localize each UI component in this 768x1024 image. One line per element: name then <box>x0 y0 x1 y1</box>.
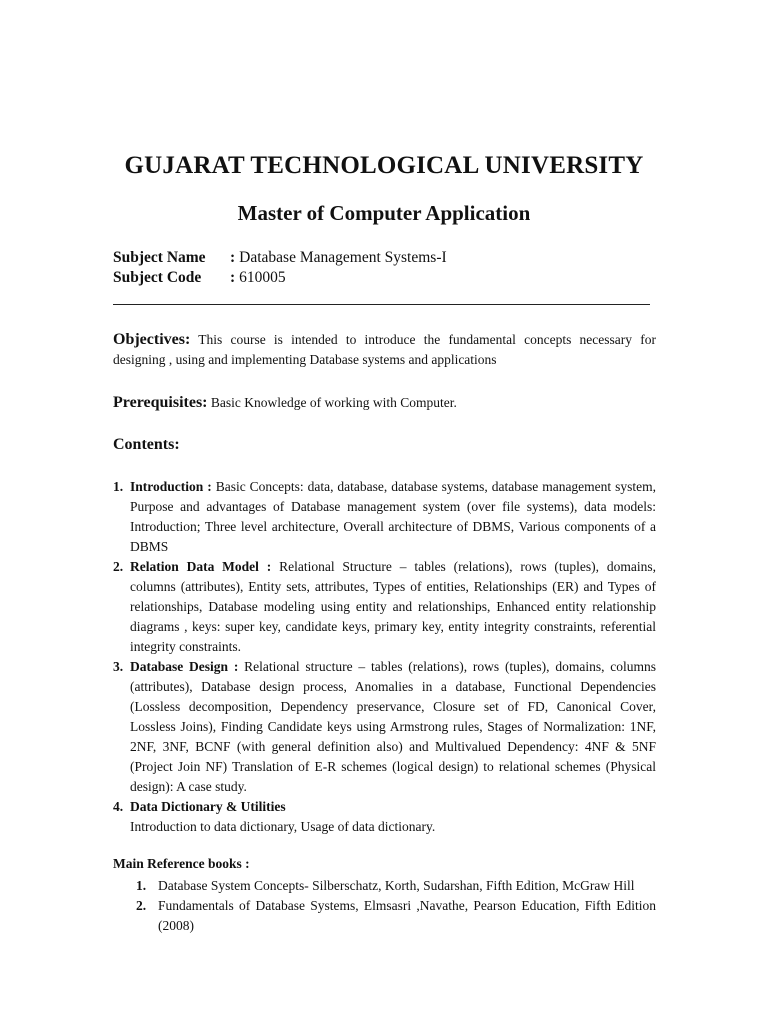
prerequisites-heading: Prerequisites: <box>113 394 208 411</box>
contents-item-text: Relational Structure – tables (relations), rows (tuples), domains, columns (attributes), Entity sets, attributes, Types of entities, Relationships (ER) and Types of relationships, Database modeling using entity and relationships, Enhanced entity relationship diagrams , keys: super key, candidate keys, primary key, entity integrity constraints, referential integrity constraints. <box>130 559 657 654</box>
contents-item-title: Database Design : <box>130 659 239 674</box>
subject-name-row <box>113 248 447 268</box>
objectives-heading: Objectives: <box>113 331 191 348</box>
subject-info <box>113 248 447 288</box>
references-list <box>136 876 656 936</box>
reference-item-text: Fundamentals of Database Systems, Elmsasri ,Navathe, Pearson Education, Fifth Edition (2008) <box>158 898 656 933</box>
contents-heading: Contents: <box>113 436 180 453</box>
subject-code-row <box>113 268 447 288</box>
reference-item-text: Database System Concepts- Silberschatz, Korth, Sudarshan, Fifth Edition, McGraw Hill <box>158 878 635 893</box>
contents-item <box>113 477 656 557</box>
contents-list <box>113 477 656 837</box>
contents-item <box>113 797 656 837</box>
reference-item-number: 2. <box>136 898 147 913</box>
reference-item <box>136 896 656 936</box>
contents-item-text: Basic Concepts: data, database, database systems, database management system, Purpose and advantages of Database management system (over file systems), data models: Introduction; Three level architecture, Overall architecture of DBMS, Various components of a DBMS <box>130 479 657 554</box>
contents-item-number: 3. <box>113 659 124 674</box>
contents-item <box>113 657 656 797</box>
contents-item-title: Introduction : <box>130 479 212 494</box>
reference-item-number: 1. <box>136 878 147 893</box>
horizontal-divider <box>113 304 650 305</box>
contents-item-number: 2. <box>113 559 124 574</box>
contents-item-title: Data Dictionary & Utilities <box>130 799 286 814</box>
contents-item-number: 1. <box>113 479 124 494</box>
prerequisites-text: Basic Knowledge of working with Computer. <box>210 395 457 410</box>
objectives-section <box>113 330 656 370</box>
contents-item-text: Relational structure – tables (relations), rows (tuples), domains, columns (attributes), Database design process, Anomalies in a database, Functional Dependencies (Lossless decomposition, Dependency preservance, Closure set of FD, Canonical Cover, Lossless Joins), Finding Candidate keys using Armstrong rules, Stages of Normalization: 1NF, 2NF, 3NF, BCNF (with general definition also) and Multivalued Dependency: 4NF & 5NF (Project Join NF) Translation of E-R schemes (logical design) to relational schemes (Physical design): A case study. <box>130 659 657 794</box>
contents-item-text: Introduction to data dictionary, Usage of data dictionary. <box>130 819 436 834</box>
subject-name-separator: : <box>230 249 236 266</box>
subject-code-value: 610005 <box>239 269 286 286</box>
contents-item-title: Relation Data Model : <box>130 559 272 574</box>
prerequisites-section <box>113 393 656 413</box>
contents-item-number: 4. <box>113 799 124 814</box>
programme-title: Master of Computer Application <box>237 201 531 225</box>
contents-item <box>113 557 656 657</box>
subject-code-label: Subject Code <box>113 269 202 286</box>
references-heading: Main Reference books : <box>113 856 250 871</box>
subject-name-label: Subject Name <box>113 249 206 266</box>
subject-name-value: Database Management Systems-I <box>239 249 447 266</box>
subject-code-separator: : <box>230 269 236 286</box>
objectives-text: This course is intended to introduce the fundamental concepts necessary for designing , using and implementing Database systems and applications <box>113 332 656 367</box>
reference-item <box>136 876 656 896</box>
university-title: GUJARAT TECHNOLOGICAL UNIVERSITY <box>124 152 644 179</box>
